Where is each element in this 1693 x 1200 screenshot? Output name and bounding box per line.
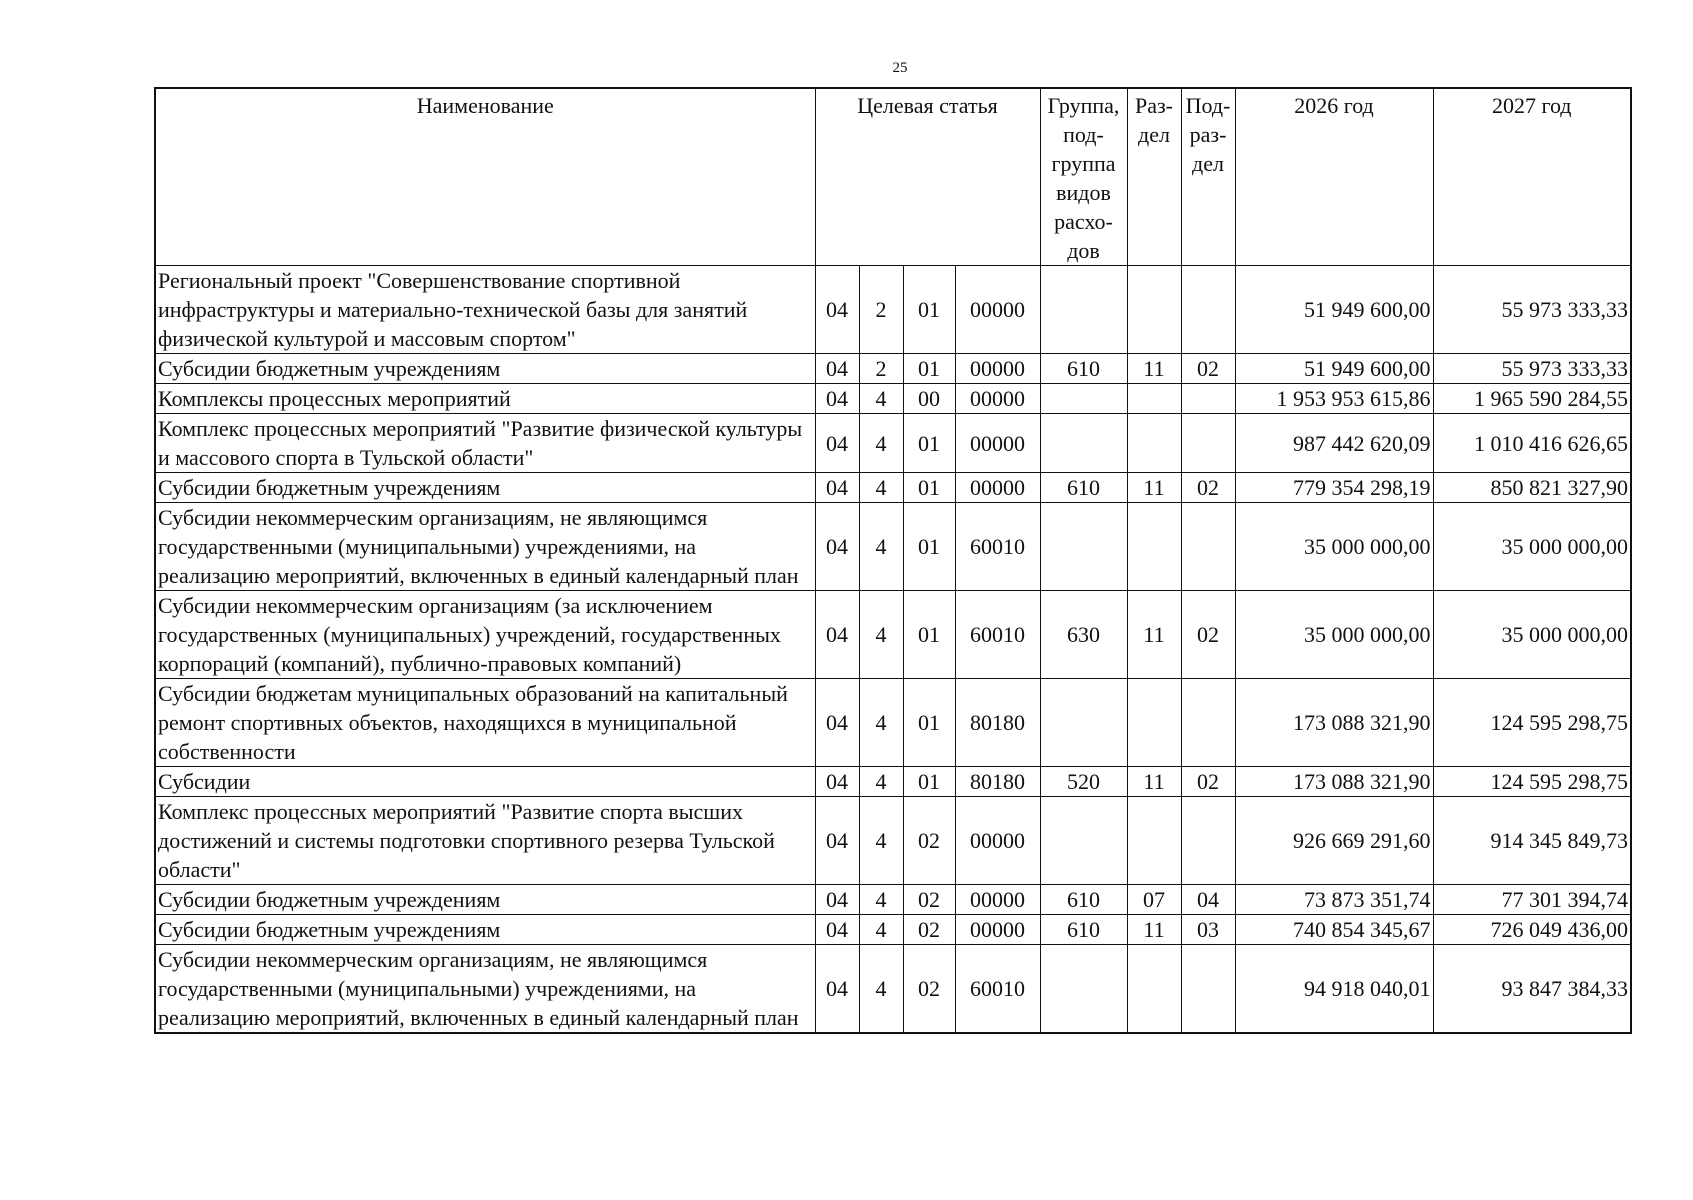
header-target: Целевая статья (815, 88, 1040, 266)
row-amount-2027: 124 595 298,75 (1433, 679, 1631, 767)
row-section: 11 (1127, 767, 1181, 797)
table-row (155, 885, 1631, 915)
row-section: 11 (1127, 915, 1181, 945)
row-target-program: 04 (815, 797, 859, 885)
row-amount-2027: 1 965 590 284,55 (1433, 384, 1631, 414)
row-target-type: 4 (859, 945, 903, 1034)
row-target-program: 04 (815, 473, 859, 503)
row-amount-2026: 740 854 345,67 (1235, 915, 1433, 945)
row-expense-group (1040, 945, 1127, 1034)
row-target-direction: 00000 (955, 797, 1040, 885)
header-row (155, 88, 1631, 266)
header-group: Группа, под-группа видов расхо-дов (1040, 88, 1127, 266)
row-amount-2026: 987 442 620,09 (1235, 414, 1433, 473)
table-row (155, 915, 1631, 945)
row-target-element: 01 (903, 767, 955, 797)
row-subsection: 04 (1181, 885, 1235, 915)
row-target-type: 4 (859, 679, 903, 767)
row-target-type: 2 (859, 266, 903, 354)
row-amount-2027: 77 301 394,74 (1433, 885, 1631, 915)
row-target-element: 02 (903, 797, 955, 885)
row-amount-2027: 55 973 333,33 (1433, 354, 1631, 384)
row-expense-group (1040, 384, 1127, 414)
row-expense-group (1040, 266, 1127, 354)
row-section (1127, 797, 1181, 885)
row-target-direction: 00000 (955, 384, 1040, 414)
row-section: 07 (1127, 885, 1181, 915)
row-target-type: 4 (859, 767, 903, 797)
row-expense-group (1040, 797, 1127, 885)
row-target-direction: 00000 (955, 915, 1040, 945)
row-name: Субсидии бюджетным учреждениям (155, 885, 815, 915)
row-section (1127, 503, 1181, 591)
row-target-direction: 00000 (955, 354, 1040, 384)
table-row (155, 384, 1631, 414)
row-section: 11 (1127, 591, 1181, 679)
row-amount-2027: 726 049 436,00 (1433, 915, 1631, 945)
row-target-element: 01 (903, 591, 955, 679)
row-section: 11 (1127, 473, 1181, 503)
row-section: 11 (1127, 354, 1181, 384)
table-row (155, 679, 1631, 767)
row-target-direction: 80180 (955, 767, 1040, 797)
table-row (155, 767, 1631, 797)
row-name: Субсидии некоммерческим организациям (за исключением государственных (муниципальных) учреждений, государственных корпораций (компаний), публично-правовых компаний) (155, 591, 815, 679)
row-target-element: 01 (903, 503, 955, 591)
row-name: Субсидии бюджетным учреждениям (155, 354, 815, 384)
row-amount-2027: 55 973 333,33 (1433, 266, 1631, 354)
row-amount-2026: 51 949 600,00 (1235, 354, 1433, 384)
row-amount-2026: 94 918 040,01 (1235, 945, 1433, 1034)
row-expense-group: 630 (1040, 591, 1127, 679)
row-target-direction: 80180 (955, 679, 1040, 767)
row-expense-group (1040, 679, 1127, 767)
row-section (1127, 414, 1181, 473)
row-name: Комплекс процессных мероприятий "Развитие физической культуры и массового спорта в Тульской области" (155, 414, 815, 473)
row-target-type: 4 (859, 414, 903, 473)
row-amount-2026: 35 000 000,00 (1235, 503, 1433, 591)
row-target-program: 04 (815, 354, 859, 384)
row-target-type: 4 (859, 797, 903, 885)
row-target-element: 01 (903, 679, 955, 767)
row-subsection (1181, 384, 1235, 414)
row-amount-2026: 173 088 321,90 (1235, 767, 1433, 797)
row-target-type: 4 (859, 915, 903, 945)
row-target-element: 01 (903, 266, 955, 354)
page-number: 25 (892, 60, 908, 76)
row-section (1127, 679, 1181, 767)
row-target-element: 01 (903, 473, 955, 503)
row-target-direction: 00000 (955, 414, 1040, 473)
row-name: Субсидии (155, 767, 815, 797)
row-subsection: 03 (1181, 915, 1235, 945)
row-amount-2027: 914 345 849,73 (1433, 797, 1631, 885)
row-section (1127, 266, 1181, 354)
row-target-direction: 00000 (955, 473, 1040, 503)
table-row (155, 266, 1631, 354)
header-2027: 2027 год (1433, 88, 1631, 266)
header-2026: 2026 год (1235, 88, 1433, 266)
row-target-element: 02 (903, 945, 955, 1034)
row-amount-2026: 73 873 351,74 (1235, 885, 1433, 915)
row-target-type: 4 (859, 503, 903, 591)
row-subsection (1181, 945, 1235, 1034)
row-amount-2026: 779 354 298,19 (1235, 473, 1433, 503)
row-target-program: 04 (815, 679, 859, 767)
table-row (155, 797, 1631, 885)
table-row (155, 354, 1631, 384)
row-name: Субсидии некоммерческим организациям, не являющимся государственными (муниципальными) учреждениями, на реализацию мероприятий, включенных в единый календарный план (155, 945, 815, 1034)
row-name: Субсидии некоммерческим организациям, не являющимся государственными (муниципальными) учреждениями, на реализацию мероприятий, включенных в единый календарный план (155, 503, 815, 591)
table-row (155, 414, 1631, 473)
row-target-type: 4 (859, 384, 903, 414)
row-subsection (1181, 679, 1235, 767)
row-target-direction: 00000 (955, 266, 1040, 354)
row-subsection (1181, 503, 1235, 591)
row-amount-2027: 1 010 416 626,65 (1433, 414, 1631, 473)
row-expense-group: 610 (1040, 885, 1127, 915)
row-target-program: 04 (815, 414, 859, 473)
row-amount-2026: 173 088 321,90 (1235, 679, 1433, 767)
row-target-element: 01 (903, 414, 955, 473)
row-target-program: 04 (815, 767, 859, 797)
row-expense-group (1040, 503, 1127, 591)
row-target-direction: 60010 (955, 591, 1040, 679)
row-name: Комплекс процессных мероприятий "Развитие спорта высших достижений и системы подготовки спортивного резерва Тульской области" (155, 797, 815, 885)
row-expense-group: 610 (1040, 473, 1127, 503)
row-target-program: 04 (815, 266, 859, 354)
header-subsection: Под-раз-дел (1181, 88, 1235, 266)
row-amount-2027: 35 000 000,00 (1433, 503, 1631, 591)
row-subsection: 02 (1181, 591, 1235, 679)
row-amount-2027: 35 000 000,00 (1433, 591, 1631, 679)
row-target-element: 02 (903, 915, 955, 945)
row-name: Субсидии бюджетным учреждениям (155, 915, 815, 945)
row-target-program: 04 (815, 945, 859, 1034)
row-amount-2027: 850 821 327,90 (1433, 473, 1631, 503)
row-target-direction: 60010 (955, 503, 1040, 591)
row-target-element: 01 (903, 354, 955, 384)
table-row (155, 945, 1631, 1034)
row-subsection (1181, 414, 1235, 473)
row-target-element: 00 (903, 384, 955, 414)
row-target-program: 04 (815, 503, 859, 591)
row-name: Субсидии бюджетам муниципальных образований на капитальный ремонт спортивных объектов, находящихся в муниципальной собственности (155, 679, 815, 767)
row-expense-group: 610 (1040, 915, 1127, 945)
row-expense-group: 520 (1040, 767, 1127, 797)
header-name: Наименование (155, 88, 815, 266)
row-target-type: 4 (859, 591, 903, 679)
row-amount-2026: 1 953 953 615,86 (1235, 384, 1433, 414)
row-expense-group: 610 (1040, 354, 1127, 384)
row-subsection: 02 (1181, 767, 1235, 797)
header-section: Раз-дел (1127, 88, 1181, 266)
row-target-program: 04 (815, 591, 859, 679)
table-row (155, 503, 1631, 591)
row-target-type: 4 (859, 885, 903, 915)
table-row (155, 591, 1631, 679)
row-target-program: 04 (815, 384, 859, 414)
row-amount-2026: 926 669 291,60 (1235, 797, 1433, 885)
row-subsection: 02 (1181, 473, 1235, 503)
table-body (155, 266, 1631, 1034)
row-amount-2027: 93 847 384,33 (1433, 945, 1631, 1034)
row-subsection: 02 (1181, 354, 1235, 384)
table-row (155, 473, 1631, 503)
row-amount-2026: 35 000 000,00 (1235, 591, 1433, 679)
row-name: Региональный проект "Совершенствование спортивной инфраструктуры и материально-технической базы для занятий физической культурой и массовым спортом" (155, 266, 815, 354)
row-name: Субсидии бюджетным учреждениям (155, 473, 815, 503)
row-target-type: 2 (859, 354, 903, 384)
row-amount-2027: 124 595 298,75 (1433, 767, 1631, 797)
row-target-direction: 00000 (955, 885, 1040, 915)
row-target-element: 02 (903, 885, 955, 915)
row-subsection (1181, 797, 1235, 885)
row-target-direction: 60010 (955, 945, 1040, 1034)
row-target-type: 4 (859, 473, 903, 503)
row-expense-group (1040, 414, 1127, 473)
budget-table (154, 87, 1632, 1034)
row-subsection (1181, 266, 1235, 354)
row-amount-2026: 51 949 600,00 (1235, 266, 1433, 354)
row-name: Комплексы процессных мероприятий (155, 384, 815, 414)
row-target-program: 04 (815, 885, 859, 915)
row-section (1127, 945, 1181, 1034)
row-section (1127, 384, 1181, 414)
row-target-program: 04 (815, 915, 859, 945)
